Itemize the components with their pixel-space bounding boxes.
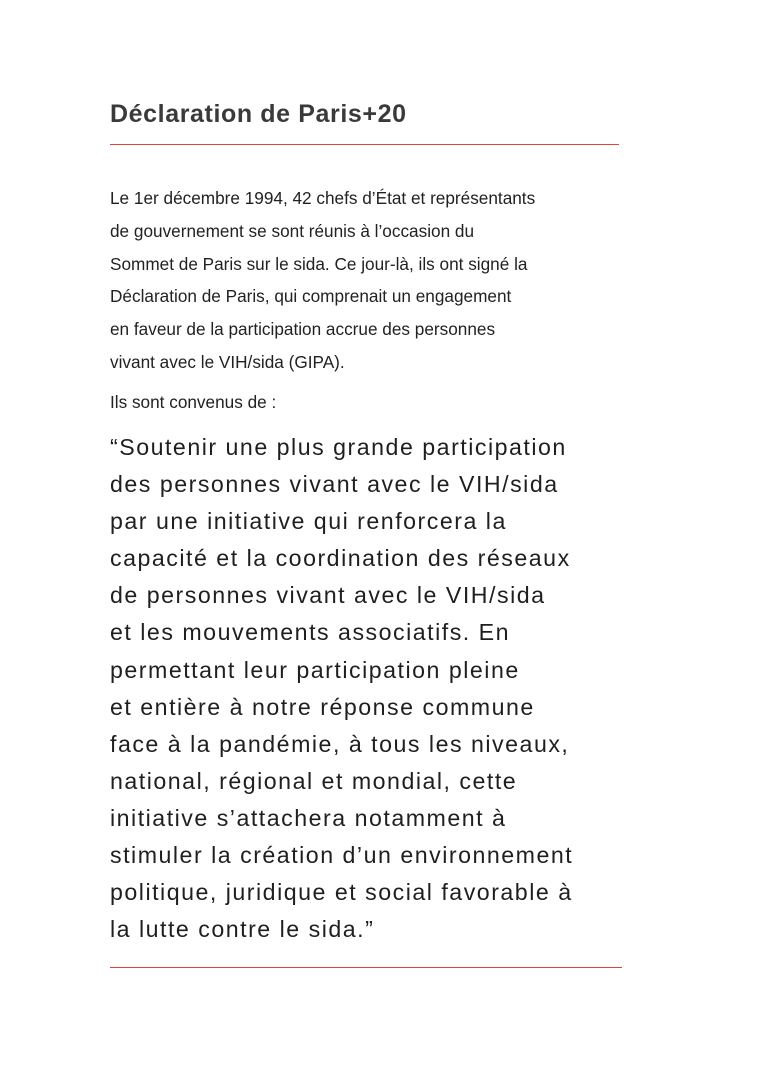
quote-line: des personnes vivant avec le VIH/sida [110, 471, 559, 498]
title-divider [110, 144, 619, 145]
quote-line: capacité et la coordination des réseaux [110, 545, 571, 572]
quote-line: face à la pandémie, à tous les niveaux, [110, 730, 570, 757]
lead-in-text: Ils sont convenus de : [110, 392, 277, 412]
quote-line: “Soutenir une plus grande participation [110, 434, 567, 460]
intro-line: Sommet de Paris sur le sida. Ce jour-là, ils ont signé la [110, 253, 528, 274]
quote-line: initiative s’attachera notamment à [110, 804, 507, 831]
intro-line: de gouvernement se sont réunis à l’occasion du [110, 220, 475, 241]
intro-paragraph [110, 182, 630, 379]
quote-line: national, régional et mondial, cette [110, 767, 518, 794]
quote-line: la lutte contre le sida.” [110, 916, 375, 943]
quote-line: par une initiative qui renforcera la [110, 508, 507, 535]
declaration-quote [110, 429, 630, 948]
page-title: Déclaration de Paris+20 [110, 100, 407, 128]
intro-line: Le 1er décembre 1994, 42 chefs d’État et représentants [110, 188, 536, 208]
quote-line: stimuler la création d’un environnement [110, 842, 574, 869]
quote-divider [110, 967, 622, 968]
quote-line: permettant leur participation pleine [110, 656, 520, 683]
intro-line: Déclaration de Paris, qui comprenait un engagement [110, 286, 512, 307]
quote-line: de personnes vivant avec le VIH/sida [110, 582, 546, 609]
intro-line: en faveur de la participation accrue des personnes [110, 319, 496, 340]
quote-line: politique, juridique et social favorable à [110, 879, 573, 906]
intro-line: vivant avec le VIH/sida (GIPA). [110, 351, 345, 372]
quote-line: et les mouvements associatifs. En [110, 619, 511, 646]
quote-line: et entière à notre réponse commune [110, 693, 535, 720]
